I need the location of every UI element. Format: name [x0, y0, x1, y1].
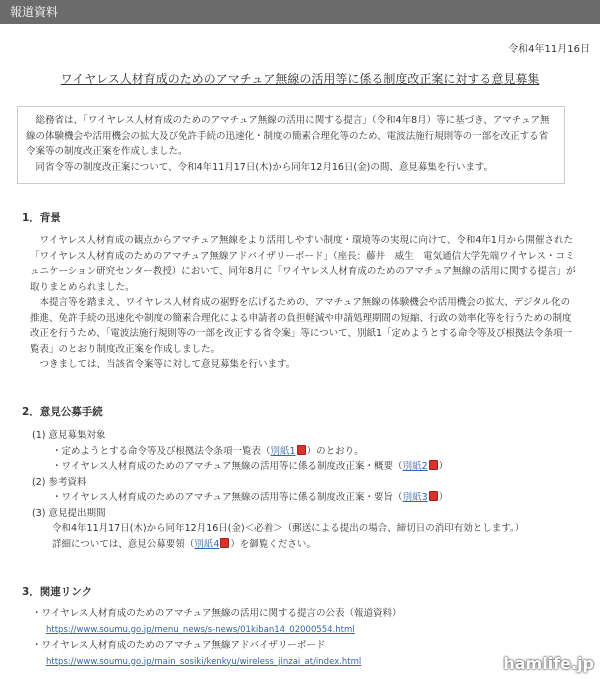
page-title: ワイヤレス人材育成のためのアマチュア無線の活用等に係る制度改正案に対する意見募集 [60, 72, 540, 86]
attachment-3-link[interactable]: 別紙3 [402, 492, 428, 503]
press-release-header [0, 0, 600, 24]
pdf-icon[interactable] [429, 460, 438, 470]
attachment-4-link[interactable]: 別紙4 [194, 538, 220, 550]
related-link-2-url[interactable]: https://www.soumu.go.jp/main_sosiki/kenkyu/wireless_jinzai_at/index.html [46, 656, 362, 667]
attachment-2-link[interactable]: 別紙2 [402, 461, 428, 472]
header-label: 報道資料 [10, 5, 59, 19]
related-link-1-label: ・ワイヤレス人材育成のためのアマチュア無線の活用に関する提言の公表（報道資料） [32, 608, 402, 619]
section-heading-background: 1．背景 [22, 212, 61, 224]
background-text [30, 233, 578, 373]
procedure-item-1-title: (1) 意見募集対象 [32, 430, 106, 441]
procedure-item-3-period: 令和4年11月17日(木)から同年12月16日(金)＜必着＞（郵送による提出の場合、締切日の消印有効とします。） [52, 523, 525, 534]
related-links-list [30, 606, 580, 670]
procedure-item-1a: ・定めようとする命令等及び根拠法令条項一覧表（別紙1 ）のとおり。 [52, 445, 364, 457]
procedure-item-2a: ・ワイヤレス人材育成のためのアマチュア無線の活用等に係る制度改正案・要旨（別紙3 ） [52, 492, 449, 503]
procedure-list [30, 428, 580, 552]
procedure-item-1b: ・ワイヤレス人材育成のためのアマチュア無線の活用等に係る制度改正案・概要（別紙2 ） [52, 461, 449, 472]
pdf-icon[interactable] [429, 491, 438, 501]
summary-box [17, 106, 565, 184]
background-paragraph-1: ワイヤレス人材育成の観点からアマチュア無線をより活用しやすい制度・環境等の実現に向けて、令和4年1月から開催された「ワイヤレス人材育成のためのアマチュア無線アドバイザリーボード」（座長：藤井 威生 電気通信大学先端ワイヤレス・コミュニケーション研究センター教授）において、同年8月に「ワイヤレス人材育成のためのアマチュア無線の活用に関する提言」が取りまとめられました。 [30, 235, 576, 293]
background-paragraph-3: つきましては、当該省令案等に対して意見募集を行います。 [39, 359, 296, 370]
attachment-1-link[interactable]: 別紙1 [270, 445, 296, 457]
related-link-2-label: ・ワイヤレス人材育成のためのアマチュア無線アドバイザリーボード [32, 640, 326, 651]
procedure-item-3-detail: 詳細については、意見公募要領（別紙4 ）を御覧ください。 [52, 538, 316, 550]
background-paragraph-2: 本提言等を踏まえ、ワイヤレス人材育成の裾野を広げるための、アマチュア無線の体験機会や活用機会の拡大、デジタル化の推進、免許手続の迅速化や制度の簡素合理化による申請者の負担軽減や申請処理期間の短縮、行政の効率化等を行うための制度改正を行うため、「電波法施行規則等の一部を改正する省令案」等について、別紙1「定めようとする命令等及び根拠法令条項一覧表」のとおり制度改正案を作成しました。 [30, 297, 573, 355]
summary-paragraph-2: 同省令等の制度改正案について、令和4年11月17日(木)から同年12月16日(金)の間、意見募集を行います。 [35, 161, 494, 173]
procedure-item-2-title: (2) 参考資料 [32, 476, 87, 488]
section-heading-links: 3．関連リンク [22, 586, 93, 598]
summary-paragraph-1: 総務省は、「ワイヤレス人材育成のためのアマチュア無線の活用に関する提言」（令和4年8月）等に基づき、アマチュア無線の体験機会や活用機会の拡大及び免許手続の迅速化・制度の簡素合理化等のため、電波法施行規則等の一部を改正する省令案等の制度改正案を作成しました。 [26, 115, 550, 157]
procedure-item-3-title: (3) 意見提出期間 [32, 507, 106, 519]
related-link-1-url[interactable]: https://www.soumu.go.jp/menu_news/s-news/01kiban14_02000554.html [46, 624, 355, 635]
section-heading-procedure: 2．意見公募手続 [22, 406, 103, 418]
pdf-icon[interactable] [297, 445, 306, 455]
pdf-icon[interactable] [220, 538, 229, 548]
hamlife-logo: hamlife.jp [503, 654, 594, 673]
release-date: 令和4年11月16日 [508, 44, 590, 55]
